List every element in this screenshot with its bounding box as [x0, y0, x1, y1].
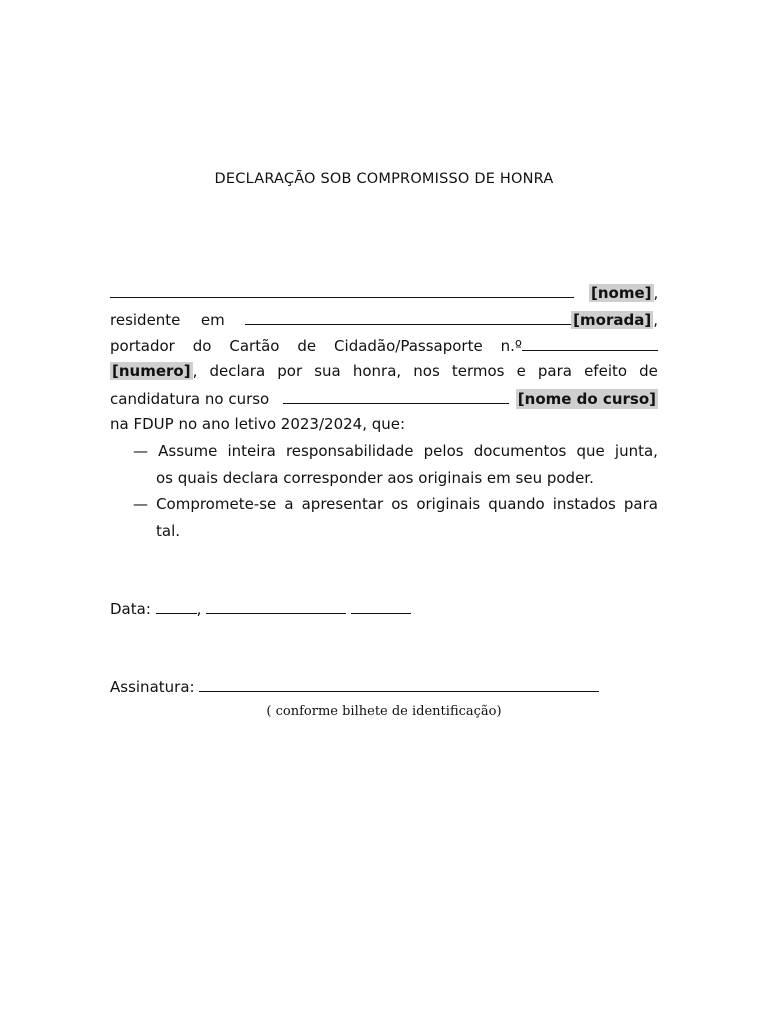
- date-year-blank[interactable]: [351, 598, 411, 614]
- b1-w3: responsabilidade: [285, 442, 414, 460]
- word-para: para: [537, 362, 572, 380]
- bullet-2-line-2: tal.: [156, 522, 181, 540]
- signature-label: Assinatura:: [110, 678, 195, 696]
- signature-note: ( conforme bilhete de identificação): [266, 704, 502, 719]
- document-title: DECLARAÇÃO SOB COMPROMISSO DE HONRA: [214, 171, 554, 187]
- id-number-blank[interactable]: [522, 335, 658, 351]
- b2-w5: originais: [416, 495, 481, 513]
- course-line: [110, 388, 658, 409]
- b2-w8: para: [623, 495, 658, 513]
- word-efeito: efeito: [584, 362, 628, 380]
- date-day-blank[interactable]: [156, 598, 197, 614]
- declaration-line: [110, 361, 658, 381]
- cartao-word: Cartão: [229, 337, 280, 355]
- b1-w5: documentos: [473, 442, 567, 460]
- b1-w7: junta,: [614, 442, 658, 460]
- bullet-dash-1: —: [133, 442, 148, 460]
- b2-w7: instados: [552, 495, 616, 513]
- course-text: candidatura no curso: [110, 390, 270, 408]
- word-e: e: [516, 362, 526, 380]
- b1-w4: pelos: [423, 442, 464, 460]
- b1-w1: Assume: [158, 442, 218, 460]
- date-line: [110, 598, 658, 619]
- b2-w2: a: [284, 495, 294, 513]
- address-field: [morada] ,: [245, 309, 658, 330]
- name-comma: ,: [653, 284, 659, 302]
- name-placeholder: [nome]: [591, 284, 652, 302]
- address-placeholder: [morada]: [573, 311, 652, 329]
- number-placeholder-group: [numero] ,: [112, 362, 198, 380]
- address-line: [110, 309, 658, 330]
- b1-w2: inteira: [227, 442, 276, 460]
- date-month-blank[interactable]: [206, 598, 346, 614]
- cidadao-word: Cidadão/Passaporte: [334, 337, 483, 355]
- address-blank[interactable]: [245, 309, 571, 325]
- b2-w4: os: [391, 495, 409, 513]
- word-declara: declara: [209, 362, 266, 380]
- b1-w6: que: [576, 442, 605, 460]
- date-comma: ,: [196, 600, 202, 618]
- signature-blank[interactable]: [199, 676, 599, 692]
- bullet-2-line-1: [133, 494, 658, 514]
- word-honra: honra,: [352, 362, 402, 380]
- signature-line: [110, 676, 658, 697]
- course-blank[interactable]: [283, 388, 509, 404]
- word-nos: nos: [413, 362, 440, 380]
- word-de: de: [639, 362, 658, 380]
- name-blank[interactable]: [110, 282, 574, 298]
- id-number-field: [501, 335, 658, 356]
- do-word: do: [192, 337, 212, 355]
- number-placeholder: [numero]: [112, 362, 191, 380]
- em-word: em: [200, 311, 225, 329]
- name-line: [110, 282, 658, 303]
- id-line: [110, 335, 658, 356]
- word-termos: termos: [451, 362, 505, 380]
- bullet-1-line-1: [133, 441, 658, 461]
- numero-abbrev: n.º: [500, 337, 522, 355]
- academic-year-line: na FDUP no ano letivo 2023/2024, que:: [110, 415, 406, 433]
- de-word: de: [297, 337, 317, 355]
- word-sua: sua: [314, 362, 341, 380]
- portador-word: portador: [110, 337, 175, 355]
- bullet-dash-2: —: [133, 495, 148, 513]
- b2-w1: Compromete-se: [156, 495, 277, 513]
- residente-word: residente: [110, 311, 181, 329]
- word-por: por: [277, 362, 303, 380]
- bullet-1-line-2: os quais declara corresponder aos originais em seu poder.: [156, 469, 594, 487]
- date-label: Data:: [110, 600, 151, 618]
- course-placeholder: [nome do curso]: [517, 390, 656, 408]
- b2-w6: quando: [488, 495, 545, 513]
- b2-w3: apresentar: [301, 495, 384, 513]
